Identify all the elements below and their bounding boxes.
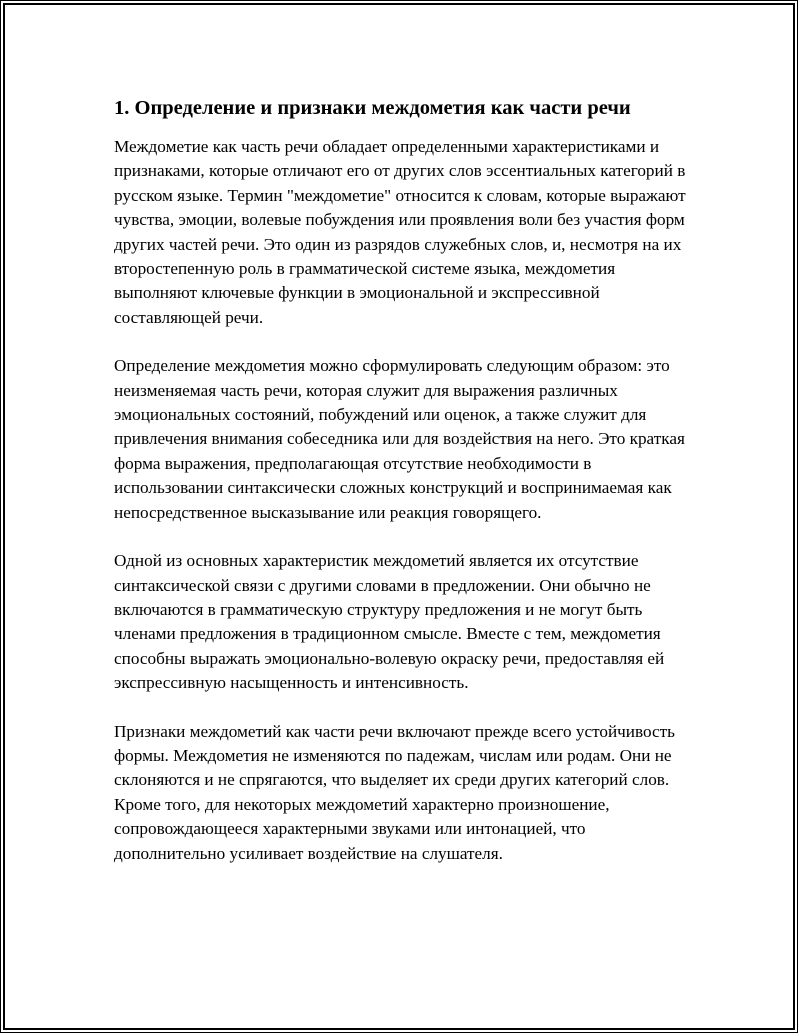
document-body — [114, 95, 694, 890]
paragraph-features: Признаки междометий как части речи включают прежде всего устойчивость формы. Междометия не изменяются по падежам, числам или родам. Они не склоняются и не спрягаются, что выделяет их среди других категорий слов. Кроме того, для некоторых междометий характерно произношение, сопровождающееся характерными звуками или интонацией, что дополнительно усиливает воздействие на слушателя. — [114, 721, 675, 863]
section-heading: 1. Определение и признаки междометия как части речи — [114, 97, 631, 119]
paragraph-definition: Определение междометия можно сформулировать следующим образом: это неизменяемая часть речи, которая служит для выражения различных эмоциональных состояний, побуждений или оценок, а также служит для привлечения внимания собеседника или для воздействия на него. Это краткая форма выражения, предполагающая отсутствие необходимости в использовании синтаксически сложных конструкций и воспринимаемая как непосредственное высказывание или реакция говорящего. — [114, 356, 685, 522]
paragraph-definition-intro: Междометие как часть речи обладает определенными характеристиками и признаками, которые отличают его от других слов эссентиальных категорий в русском языке. Термин "междометие" относится к словам, которые выражают чувства, эмоции, волевые побуждения или проявления воли без участия форм других частей речи. Это один из разрядов служебных слов, и, несмотря на их второстепенную роль в грамматической системе языка, междометия выполняют ключевые функции в эмоциональной и экспрессивной составляющей речи. — [114, 137, 686, 327]
paragraph-syntax: Одной из основных характеристик междометий является их отсутствие синтаксической связи с другими словами в предложении. Они обычно не включаются в грамматическую структуру предложения и не могут быть членами предложения в традиционном смысле. Вместе с тем, междометия способны выражать эмоционально-волевую окраску речи, предоставляя ей экспрессивную насыщенность и интенсивность. — [114, 551, 665, 693]
